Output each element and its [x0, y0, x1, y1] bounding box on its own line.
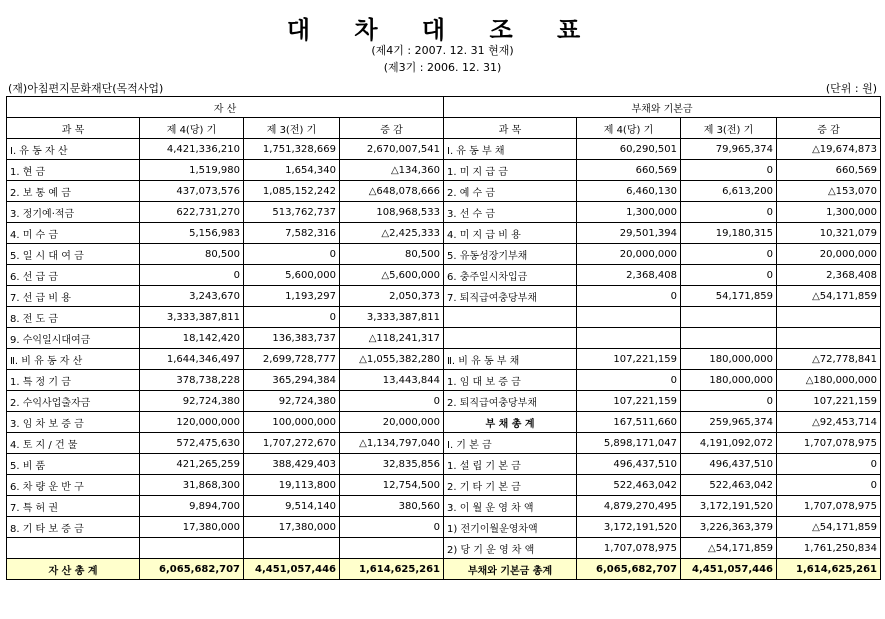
account-cell: 7. 특 허 권 [7, 496, 140, 517]
amount-cell: 120,000,000 [140, 412, 244, 433]
account-cell: 2. 퇴직급여충당부채 [444, 391, 577, 412]
amount-cell: 20,000,000 [577, 244, 681, 265]
period-prior: (제3기 : 2006. 12. 31) [383, 61, 502, 74]
amount-cell: 0 [340, 517, 444, 538]
amount-cell: 180,000,000 [681, 349, 777, 370]
table-row [7, 286, 881, 307]
amount-cell: 12,754,500 [340, 475, 444, 496]
account-cell: 2. 예 수 금 [444, 181, 577, 202]
amount-cell: 1,707,078,975 [777, 496, 881, 517]
account-cell: 4. 토 지 / 건 물 [7, 433, 140, 454]
totals-row [7, 559, 881, 580]
total-amount: 1,614,625,261 [777, 559, 881, 580]
amount-cell: 107,221,159 [577, 349, 681, 370]
amount-cell [681, 328, 777, 349]
amount-cell: 0 [244, 244, 340, 265]
col-diff-assets: 증 감 [340, 118, 444, 139]
amount-cell: 92,724,380 [140, 391, 244, 412]
amount-cell [681, 307, 777, 328]
account-cell: 2. 수익사업출자금 [7, 391, 140, 412]
amount-cell: 3,333,387,811 [140, 307, 244, 328]
amount-cell: 3,226,363,379 [681, 517, 777, 538]
amount-cell [244, 538, 340, 559]
amount-cell: 20,000,000 [777, 244, 881, 265]
amount-cell: 0 [777, 454, 881, 475]
table-row [7, 307, 881, 328]
account-cell: 2. 보 통 예 금 [7, 181, 140, 202]
amount-cell: 2,050,373 [340, 286, 444, 307]
amount-cell: 54,171,859 [681, 286, 777, 307]
table-row [7, 370, 881, 391]
table-row [7, 454, 881, 475]
total-amount: 1,614,625,261 [340, 559, 444, 580]
account-cell: 4. 미 수 금 [7, 223, 140, 244]
amount-cell: 1,300,000 [777, 202, 881, 223]
amount-cell: 18,142,420 [140, 328, 244, 349]
amount-cell: 2,368,408 [577, 265, 681, 286]
account-cell: 3. 임 차 보 증 금 [7, 412, 140, 433]
amount-cell: 1,300,000 [577, 202, 681, 223]
table-row [7, 349, 881, 370]
amount-cell: 7,582,316 [244, 223, 340, 244]
account-cell: 1. 미 지 급 금 [444, 160, 577, 181]
amount-cell: 180,000,000 [681, 370, 777, 391]
amount-cell: 10,321,079 [777, 223, 881, 244]
table-row [7, 202, 881, 223]
account-cell: Ⅰ. 기 본 금 [444, 433, 577, 454]
amount-cell: 496,437,510 [681, 454, 777, 475]
account-cell: 1. 임 대 보 증 금 [444, 370, 577, 391]
total-amount: 6,065,682,707 [577, 559, 681, 580]
amount-cell: 378,738,228 [140, 370, 244, 391]
account-cell: 8. 기 타 보 증 금 [7, 517, 140, 538]
account-cell [444, 307, 577, 328]
account-cell: Ⅰ. 유 동 부 채 [444, 139, 577, 160]
account-cell: 3. 이 월 운 영 차 액 [444, 496, 577, 517]
account-cell: 3. 정기예·적금 [7, 202, 140, 223]
table-row [7, 391, 881, 412]
amount-cell: 9,894,700 [140, 496, 244, 517]
account-cell: 1) 전기이월운영차액 [444, 517, 577, 538]
amount-cell [140, 538, 244, 559]
amount-cell: 5,600,000 [244, 265, 340, 286]
assets-header: 자 산 [7, 97, 444, 118]
amount-cell: 365,294,384 [244, 370, 340, 391]
col-account-assets: 과 목 [7, 118, 140, 139]
amount-cell: 2,699,728,777 [244, 349, 340, 370]
amount-cell: 19,113,800 [244, 475, 340, 496]
amount-cell: △1,134,797,040 [340, 433, 444, 454]
col-diff-liab: 증 감 [777, 118, 881, 139]
amount-cell: 4,421,336,210 [140, 139, 244, 160]
amount-cell: 2,368,408 [777, 265, 881, 286]
page-title: 대 차 대 조 표 [286, 16, 599, 44]
amount-cell: △54,171,859 [777, 517, 881, 538]
amount-cell: 0 [140, 265, 244, 286]
table-row [7, 328, 881, 349]
amount-cell: 1,707,272,670 [244, 433, 340, 454]
amount-cell: 0 [577, 286, 681, 307]
organization-name: (재)아침편지문화재단(목적사업) [8, 82, 164, 95]
account-cell: 2) 당 기 운 영 차 액 [444, 538, 577, 559]
amount-cell: 79,965,374 [681, 139, 777, 160]
amount-cell: 660,569 [577, 160, 681, 181]
amount-cell: 107,221,159 [777, 391, 881, 412]
table-row [7, 160, 881, 181]
amount-cell [577, 307, 681, 328]
account-cell: 1. 설 립 기 본 금 [444, 454, 577, 475]
amount-cell: 32,835,856 [340, 454, 444, 475]
amount-cell: 0 [577, 370, 681, 391]
amount-cell: 3,333,387,811 [340, 307, 444, 328]
balance-sheet-table [6, 96, 881, 580]
col-prior-liab: 제 3(전) 기 [681, 118, 777, 139]
amount-cell: 29,501,394 [577, 223, 681, 244]
amount-cell: 60,290,501 [577, 139, 681, 160]
amount-cell: △1,055,382,280 [340, 349, 444, 370]
table-row [7, 244, 881, 265]
total-amount: 4,451,057,446 [244, 559, 340, 580]
account-cell: Ⅱ. 비 유 동 부 채 [444, 349, 577, 370]
amount-cell: △92,453,714 [777, 412, 881, 433]
amount-cell: 513,762,737 [244, 202, 340, 223]
amount-cell: △5,600,000 [340, 265, 444, 286]
amount-cell: 92,724,380 [244, 391, 340, 412]
amount-cell: △118,241,317 [340, 328, 444, 349]
account-cell: 1. 현 금 [7, 160, 140, 181]
amount-cell: 1,644,346,497 [140, 349, 244, 370]
amount-cell: 380,560 [340, 496, 444, 517]
amount-cell: 388,429,403 [244, 454, 340, 475]
amount-cell [340, 538, 444, 559]
table-row [7, 223, 881, 244]
amount-cell: 5,156,983 [140, 223, 244, 244]
amount-cell: △648,078,666 [340, 181, 444, 202]
amount-cell: △19,674,873 [777, 139, 881, 160]
amount-cell [577, 328, 681, 349]
table-row [7, 181, 881, 202]
amount-cell: △2,425,333 [340, 223, 444, 244]
amount-cell: 108,968,533 [340, 202, 444, 223]
amount-cell: △72,778,841 [777, 349, 881, 370]
table-row [7, 433, 881, 454]
amount-cell: 5,898,171,047 [577, 433, 681, 454]
amount-cell: 19,180,315 [681, 223, 777, 244]
amount-cell: 80,500 [140, 244, 244, 265]
total-amount: 6,065,682,707 [140, 559, 244, 580]
total-label: 부채와 기본금 총계 [444, 559, 577, 580]
amount-cell: 167,511,660 [577, 412, 681, 433]
account-cell: 2. 기 타 기 본 금 [444, 475, 577, 496]
amount-cell: 572,475,630 [140, 433, 244, 454]
col-prior-assets: 제 3(전) 기 [244, 118, 340, 139]
amount-cell: 3,172,191,520 [681, 496, 777, 517]
account-cell: 3. 선 수 금 [444, 202, 577, 223]
table-row [7, 265, 881, 286]
amount-cell: 13,443,844 [340, 370, 444, 391]
amount-cell: 2,670,007,541 [340, 139, 444, 160]
amount-cell: 0 [681, 391, 777, 412]
total-amount: 4,451,057,446 [681, 559, 777, 580]
account-cell: 7. 선 급 비 용 [7, 286, 140, 307]
amount-cell: 421,265,259 [140, 454, 244, 475]
account-cell [7, 538, 140, 559]
amount-cell: 1,085,152,242 [244, 181, 340, 202]
account-cell: 8. 전 도 금 [7, 307, 140, 328]
table-row [7, 517, 881, 538]
amount-cell: 80,500 [340, 244, 444, 265]
amount-cell: 1,193,297 [244, 286, 340, 307]
account-cell: 1. 특 정 기 금 [7, 370, 140, 391]
amount-cell: 0 [244, 307, 340, 328]
amount-cell: △54,171,859 [681, 538, 777, 559]
amount-cell: 1,751,328,669 [244, 139, 340, 160]
account-cell: 6. 선 급 금 [7, 265, 140, 286]
amount-cell: 4,879,270,495 [577, 496, 681, 517]
amount-cell: 3,243,670 [140, 286, 244, 307]
account-cell: 5. 일 시 대 여 금 [7, 244, 140, 265]
col-account-liab: 과 목 [444, 118, 577, 139]
amount-cell: 31,868,300 [140, 475, 244, 496]
amount-cell: 17,380,000 [140, 517, 244, 538]
amount-cell: 1,519,980 [140, 160, 244, 181]
account-cell: 5. 비 품 [7, 454, 140, 475]
col-current-assets: 제 4(당) 기 [140, 118, 244, 139]
account-cell [444, 328, 577, 349]
amount-cell: 1,707,078,975 [577, 538, 681, 559]
table-row [7, 475, 881, 496]
amount-cell: 622,731,270 [140, 202, 244, 223]
amount-cell [777, 328, 881, 349]
amount-cell: 1,761,250,834 [777, 538, 881, 559]
amount-cell: 522,463,042 [681, 475, 777, 496]
amount-cell: 259,965,374 [681, 412, 777, 433]
account-cell: 9. 수익일시대여금 [7, 328, 140, 349]
col-current-liab: 제 4(당) 기 [577, 118, 681, 139]
amount-cell: 0 [681, 160, 777, 181]
amount-cell: 660,569 [777, 160, 881, 181]
period-current: (제4기 : 2007. 12. 31 현재) [371, 44, 514, 57]
amount-cell: △134,360 [340, 160, 444, 181]
amount-cell: 20,000,000 [340, 412, 444, 433]
amount-cell: 17,380,000 [244, 517, 340, 538]
unit-label: (단위 : 원) [825, 82, 877, 95]
table-row [7, 139, 881, 160]
amount-cell: 0 [340, 391, 444, 412]
amount-cell: 0 [777, 475, 881, 496]
amount-cell: 0 [681, 244, 777, 265]
account-cell: 부 채 총 계 [444, 412, 577, 433]
amount-cell: 100,000,000 [244, 412, 340, 433]
amount-cell: 1,654,340 [244, 160, 340, 181]
account-cell: 7. 퇴직급여충당부채 [444, 286, 577, 307]
amount-cell: 4,191,092,072 [681, 433, 777, 454]
amount-cell: 3,172,191,520 [577, 517, 681, 538]
account-cell: Ⅰ. 유 동 자 산 [7, 139, 140, 160]
amount-cell: 522,463,042 [577, 475, 681, 496]
account-cell: 6. 충주일시차입금 [444, 265, 577, 286]
table-row [7, 412, 881, 433]
account-cell: 4. 미 지 급 비 용 [444, 223, 577, 244]
amount-cell: 0 [681, 265, 777, 286]
total-label: 자 산 총 계 [7, 559, 140, 580]
amount-cell: 107,221,159 [577, 391, 681, 412]
account-cell: 6. 차 량 운 반 구 [7, 475, 140, 496]
amount-cell: △180,000,000 [777, 370, 881, 391]
amount-cell: 136,383,737 [244, 328, 340, 349]
amount-cell: 1,707,078,975 [777, 433, 881, 454]
amount-cell: 9,514,140 [244, 496, 340, 517]
amount-cell: △54,171,859 [777, 286, 881, 307]
table-row [7, 496, 881, 517]
liabilities-header: 부채와 기본금 [444, 97, 881, 118]
account-cell: Ⅱ. 비 유 동 자 산 [7, 349, 140, 370]
amount-cell: 496,437,510 [577, 454, 681, 475]
table-row [7, 538, 881, 559]
amount-cell: △153,070 [777, 181, 881, 202]
amount-cell: 6,613,200 [681, 181, 777, 202]
amount-cell: 437,073,576 [140, 181, 244, 202]
amount-cell: 0 [681, 202, 777, 223]
account-cell: 5. 유동성장기부채 [444, 244, 577, 265]
amount-cell [777, 307, 881, 328]
amount-cell: 6,460,130 [577, 181, 681, 202]
